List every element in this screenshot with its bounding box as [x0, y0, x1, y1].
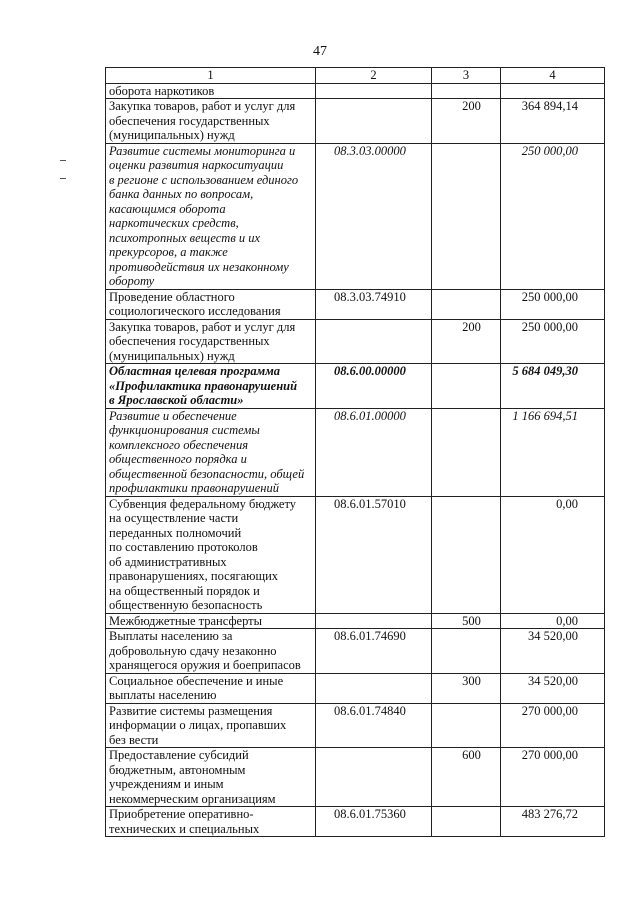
budget-code — [316, 613, 432, 629]
amount: 483 276,72 — [501, 807, 605, 837]
item-name: Закупка товаров, работ и услуг для обеспечения государственных (муниципальных) нужд — [106, 319, 316, 364]
item-name: Социальное обеспечение и иные выплаты населению — [106, 673, 316, 703]
amount — [501, 83, 605, 99]
table-row — [106, 613, 605, 629]
expense-type — [432, 408, 501, 496]
table-row — [106, 143, 605, 289]
budget-code — [316, 319, 432, 364]
item-name: Развитие системы размещения информации о лицах, пропавших без вести — [106, 703, 316, 748]
budget-code — [316, 83, 432, 99]
table-row — [106, 748, 605, 807]
table-row — [106, 289, 605, 319]
budget-code: 08.6.01.75360 — [316, 807, 432, 837]
item-name: Развитие и обеспечение функционирования системы комплексного обеспечения общественного порядка и общественной безопасности, общей профилактики правонарушений — [106, 408, 316, 496]
expense-type: 500 — [432, 613, 501, 629]
item-name: Приобретение оперативно- технических и специальных — [106, 807, 316, 837]
table-row — [106, 807, 605, 837]
expense-type: 600 — [432, 748, 501, 807]
table-row — [106, 703, 605, 748]
table-row — [106, 83, 605, 99]
expense-type — [432, 83, 501, 99]
budget-table — [105, 67, 605, 837]
amount: 1 166 694,51 — [501, 408, 605, 496]
expense-type — [432, 289, 501, 319]
table-header-row — [106, 68, 605, 84]
column-header: 2 — [316, 68, 432, 84]
amount: 34 520,00 — [501, 629, 605, 674]
amount: 34 520,00 — [501, 673, 605, 703]
amount: 364 894,14 — [501, 99, 605, 144]
item-name: Закупка товаров, работ и услуг для обеспечения государственных (муниципальных) нужд — [106, 99, 316, 144]
budget-code: 08.6.00.00000 — [316, 364, 432, 409]
budget-code: 08.3.03.00000 — [316, 143, 432, 289]
item-name: Областная целевая программа «Профилактика правонарушений в Ярославской области» — [106, 364, 316, 409]
expense-type: 300 — [432, 673, 501, 703]
table-row — [106, 99, 605, 144]
budget-code: 08.6.01.74840 — [316, 703, 432, 748]
page-number: 47 — [313, 44, 327, 59]
item-name: Субвенция федеральному бюджету на осуществление части переданных полномочий по составлению протоколов об административных правонарушениях, посягающих на общественный порядок и общественную безопасность — [106, 496, 316, 613]
expense-type — [432, 143, 501, 289]
amount: 250 000,00 — [501, 289, 605, 319]
expense-type — [432, 364, 501, 409]
budget-code: 08.3.03.74910 — [316, 289, 432, 319]
item-name: Проведение областного социологического исследования — [106, 289, 316, 319]
table-row — [106, 364, 605, 409]
margin-mark — [60, 160, 66, 161]
budget-code: 08.6.01.74690 — [316, 629, 432, 674]
expense-type — [432, 496, 501, 613]
amount: 270 000,00 — [501, 703, 605, 748]
expense-type: 200 — [432, 99, 501, 144]
expense-type — [432, 629, 501, 674]
item-name: Развитие системы мониторинга и оценки развития наркоситуации в регионе с использованием единого банка данных по вопросам, касающимся оборота наркотических средств, психотропных веществ и их прекурсоров, а также противодействия их незаконному обороту — [106, 143, 316, 289]
table-row — [106, 496, 605, 613]
table-row — [106, 673, 605, 703]
amount: 0,00 — [501, 613, 605, 629]
expense-type — [432, 807, 501, 837]
column-header: 3 — [432, 68, 501, 84]
item-name: Предоставление субсидий бюджетным, автономным учреждениям и иным некоммерческим организациям — [106, 748, 316, 807]
table-row — [106, 408, 605, 496]
item-name: Межбюджетные трансферты — [106, 613, 316, 629]
amount: 250 000,00 — [501, 143, 605, 289]
amount: 5 684 049,30 — [501, 364, 605, 409]
table-row — [106, 319, 605, 364]
budget-code — [316, 748, 432, 807]
column-header: 4 — [501, 68, 605, 84]
column-header: 1 — [106, 68, 316, 84]
budget-code — [316, 99, 432, 144]
amount: 250 000,00 — [501, 319, 605, 364]
item-name: Выплаты населению за добровольную сдачу незаконно хранящегося оружия и боеприпасов — [106, 629, 316, 674]
amount: 270 000,00 — [501, 748, 605, 807]
amount: 0,00 — [501, 496, 605, 613]
expense-type: 200 — [432, 319, 501, 364]
budget-code: 08.6.01.57010 — [316, 496, 432, 613]
table-row — [106, 629, 605, 674]
expense-type — [432, 703, 501, 748]
item-name: оборота наркотиков — [106, 83, 316, 99]
budget-code — [316, 673, 432, 703]
budget-code: 08.6.01.00000 — [316, 408, 432, 496]
margin-mark — [60, 178, 66, 179]
